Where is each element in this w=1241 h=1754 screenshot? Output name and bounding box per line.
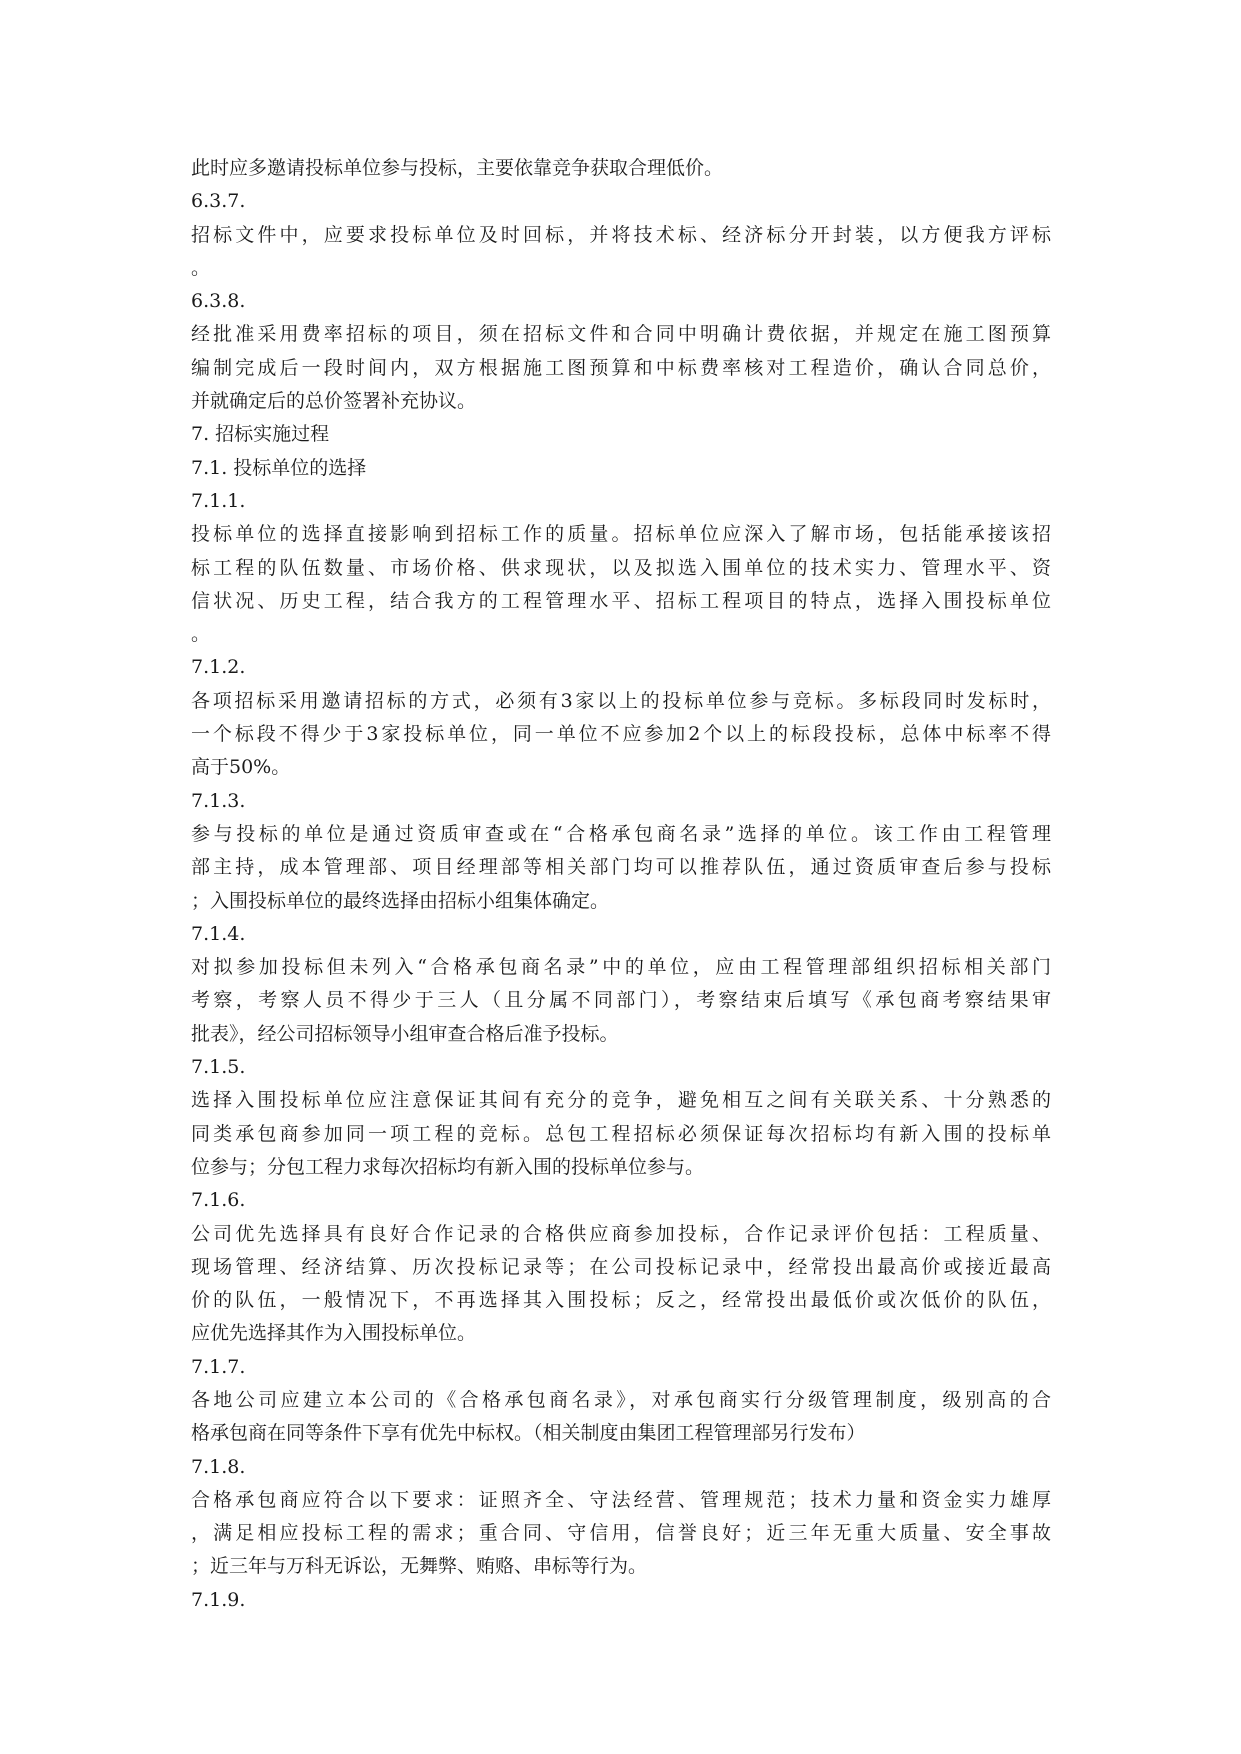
text-line: ，满足相应投标工程的需求；重合同、守信用，信誉良好；近三年无重大质量、安全事故 [191,1522,1051,1545]
text-line: 各项招标采用邀请招标的方式，必须有3家以上的投标单位参与竞标。多标段同时发标时， [191,689,1051,712]
text-line: 考察，考察人员不得少于三人（且分属不同部门），考察结束后填写《承包商考察结果审 [191,989,1051,1012]
text-line: 7.1.8. [191,1455,246,1478]
text-line: 编制完成后一段时间内，双方根据施工图预算和中标费率核对工程造价，确认合同总价， [191,356,1051,379]
text-line: 6.3.8. [191,290,246,313]
text-line: 招标文件中，应要求投标单位及时回标，并将技术标、经济标分开封装，以方便我方评标 [191,223,1051,246]
text-line: 7.1.2. [191,656,246,679]
text-line: 7. 招标实施过程 [191,423,330,446]
text-line: 标工程的队伍数量、市场价格、供求现状，以及拟选入围单位的技术实力、管理水平、资 [191,556,1051,579]
text-line: 合格承包商应符合以下要求：证照齐全、守法经营、管理规范；技术力量和资金实力雄厚 [191,1488,1051,1511]
text-line: 7.1.9. [191,1588,246,1611]
text-line: 7.1.4. [191,922,246,945]
text-line: 高于50%。 [191,756,291,779]
text-line: 格承包商在同等条件下享有优先中标权。（相关制度由集团工程管理部另行发布） [191,1422,866,1445]
text-line: 6.3.7. [191,190,246,213]
text-line: 投标单位的选择直接影响到招标工作的质量。招标单位应深入了解市场，包括能承接该招 [191,523,1051,546]
text-line: 参与投标的单位是通过资质审查或在“合格承包商名录”选择的单位。该工作由工程管理 [191,822,1051,845]
text-line: 各地公司应建立本公司的《合格承包商名录》，对承包商实行分级管理制度，级别高的合 [191,1388,1051,1411]
text-line: 应优先选择其作为入围投标单位。 [191,1322,477,1345]
text-line: 。 [191,256,211,279]
text-line: 现场管理、经济结算、历次投标记录等；在公司投标记录中，经常投出最高价或接近最高 [191,1255,1051,1278]
text-line: 同类承包商参加同一项工程的竞标。总包工程招标必须保证每次招标均有新入围的投标单 [191,1122,1051,1145]
text-line: ；近三年与万科无诉讼，无舞弊、贿赂、串标等行为。 [191,1555,648,1578]
text-line: 7.1.7. [191,1355,246,1378]
text-line: 部主持，成本管理部、项目经理部等相关部门均可以推荐队伍，通过资质审查后参与投标 [191,856,1051,879]
text-line: 7.1. 投标单位的选择 [191,456,367,479]
text-line: 价的队伍，一般情况下，不再选择其入围投标；反之，经常投出最低价或次低价的队伍， [191,1289,1051,1312]
text-line: 并就确定后的总价签署补充协议。 [191,390,477,413]
text-line: 7.1.6. [191,1189,246,1212]
text-line: 一个标段不得少于3家投标单位，同一单位不应参加2个以上的标段投标，总体中标率不得 [191,723,1051,746]
text-line: 公司优先选择具有良好合作记录的合格供应商参加投标，合作记录评价包括：工程质量、 [191,1222,1051,1245]
text-line: 选择入围投标单位应注意保证其间有充分的竞争，避免相互之间有关联关系、十分熟悉的 [191,1089,1051,1112]
text-line: 对拟参加投标但未列入“合格承包商名录”中的单位，应由工程管理部组织招标相关部门 [191,956,1051,979]
text-line: ；入围投标单位的最终选择由招标小组集体确定。 [191,889,610,912]
text-line: 此时应多邀请投标单位参与投标，主要依靠竞争获取合理低价。 [191,157,724,179]
text-line: 信状况、历史工程，结合我方的工程管理水平、招标工程项目的特点，选择入围投标单位 [191,589,1051,612]
text-line: 位参与；分包工程力求每次招标均有新入围的投标单位参与。 [191,1155,705,1178]
text-line: 7.1.3. [191,789,246,812]
text-line: 7.1.1. [191,489,246,512]
text-line: 7.1.5. [191,1056,246,1079]
text-line: 。 [191,623,211,646]
text-line: 经批准采用费率招标的项目，须在招标文件和合同中明确计费依据，并规定在施工图预算 [191,323,1051,346]
text-line: 批表》，经公司招标领导小组审查合格后准予投标。 [191,1022,619,1045]
document-body [191,152,1051,1617]
